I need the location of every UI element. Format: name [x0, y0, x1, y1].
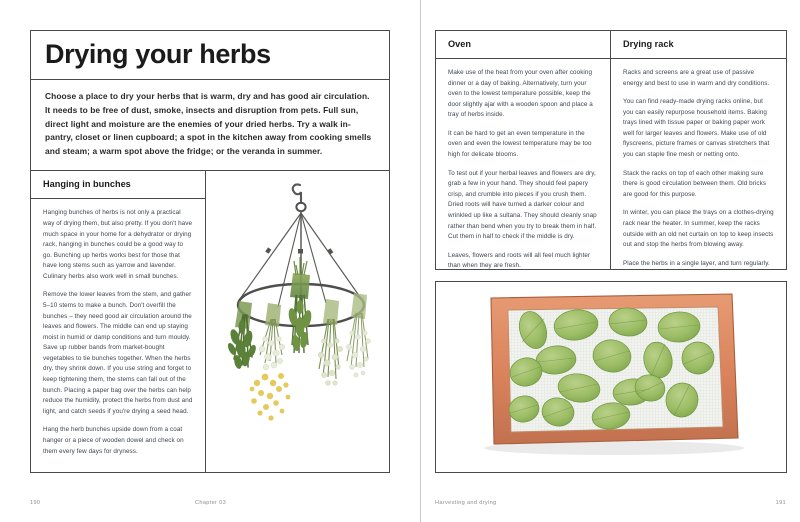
right-page-number: 191: [775, 500, 786, 506]
left-page-chapter-label: Chapter 03: [195, 500, 227, 506]
section-heading-hanging-in-bunches: Hanging in bunches: [31, 171, 205, 199]
section-body-oven: [436, 59, 610, 269]
paragraph: Racks and screens are a great use of passive energy and best to use in warm and dry conditions.: [623, 69, 770, 87]
paragraph: Place the herbs in a single layer, and turn regularly.: [623, 259, 770, 267]
page-title-cell: [31, 31, 389, 80]
left-page-frame: [30, 30, 390, 473]
paragraph: Remove the lower leaves from the stem, and gather 5–10 stems to make a bunch. Don't overfill the bunches – they need good air circulation around the leaves and flowers. The middle can end up staying moist in humid or damp conditions and turn mouldy. Save up rubber bands from market-bought vegetables to tie bunches together. When the herbs dry, they shrink down. If you use string and forget to keep tightening them, the stems can fall out of the bunch. Placing a paper bag over the herbs can help reduce the humidity, protect the herbs from dust and light, and catch seeds if you're drying a seed head.: [43, 291, 193, 415]
paragraph: You can find ready-made drying racks online, but you can easily repurpose household items. Baking trays lined with tissue paper or baking paper work well for larger leaves and flowers. Make use of old flyscreens, picture frames or canvas stretchers that you can staple fine mesh or netting onto.: [623, 98, 770, 159]
right-page: [420, 0, 800, 522]
drying-rack-column: [611, 31, 786, 269]
right-page-frame: [435, 30, 787, 473]
paragraph: It can be hard to get an even temperature in the oven and even the lowest temperature may be too high for delicate blooms.: [448, 129, 592, 159]
paragraph: Hanging bunches of herbs is not only a practical way of drying them, but also pretty. If you don't have much space in your home for a dehydrator or drying rack, hanging in bunches could be a good way to go. Bunching up herbs works best for those that have long stems such as yarrow and lavender. Culinary herbs also work well in small bunches.: [43, 209, 193, 280]
left-page-number: 190: [30, 500, 41, 506]
paragraph: In winter, you can place the trays on a clothes-drying rack near the heater. In summer, keep the racks outside with an old net curtain on top to keep insects out and stop the herbs from blowing away.: [623, 209, 774, 249]
section-body-drying-rack: [611, 59, 786, 269]
intro-cell: [31, 80, 389, 171]
hanging-in-bunches-column: [31, 171, 206, 472]
right-page-section-label: Harvesting and drying: [435, 500, 497, 506]
page-title: Drying your herbs: [45, 39, 271, 69]
section-heading-oven: Oven: [436, 31, 610, 59]
paragraph: Leaves, flowers and roots will all feel much lighter than when they are fresh.: [448, 251, 591, 269]
paragraph: Hang the herb bunches upside down from a coat hanger or a piece of wooden dowel and check on them every few days for dryness.: [43, 426, 184, 455]
paragraph: Make use of the heat from your oven after cooking dinner or a day of baking. Alternatively, turn your oven to the lowest temperature possible, keep the door slightly ajar with a wooden spoon and place a tray of herbs inside.: [448, 69, 593, 119]
section-heading-drying-rack: Drying rack: [611, 31, 786, 59]
paragraph: To test out if your herbal leaves and flowers are dry, grab a few in your hand. They should feel papery crisp, and crumble into pieces if you crush them. Dried roots will have turned a darker colour and wrinkled up like a sultana. They should cleanly snap rather than bend when you try to break them in half. Cut them in half to check if the middle is dry.: [448, 169, 597, 241]
lower-row: [31, 171, 389, 472]
hanging-herb-drying-rack-illustration: [206, 171, 389, 472]
paragraph: Stack the racks on top of each other making sure there is good circulation between them. Old bricks are good for this purpose.: [623, 169, 767, 198]
section-body-hanging-in-bunches: [31, 199, 205, 472]
mesh-drying-tray-illustration: [435, 281, 787, 473]
intro-paragraph: Choose a place to dry your herbs that is warm, dry and has good air circulation. It needs to be free of dust, smoke, insects and disruption from pets. Full sun, direct light and moisture are the enemies of your dried herbs. Try a walk in-pantry, closet or linen cupboard; a spot in the kitchen away from cooking smells and steam; a warm spot above the fridge; or the veranda in summer.: [45, 91, 372, 156]
right-text-columns: [435, 30, 787, 270]
oven-column: [436, 31, 611, 269]
